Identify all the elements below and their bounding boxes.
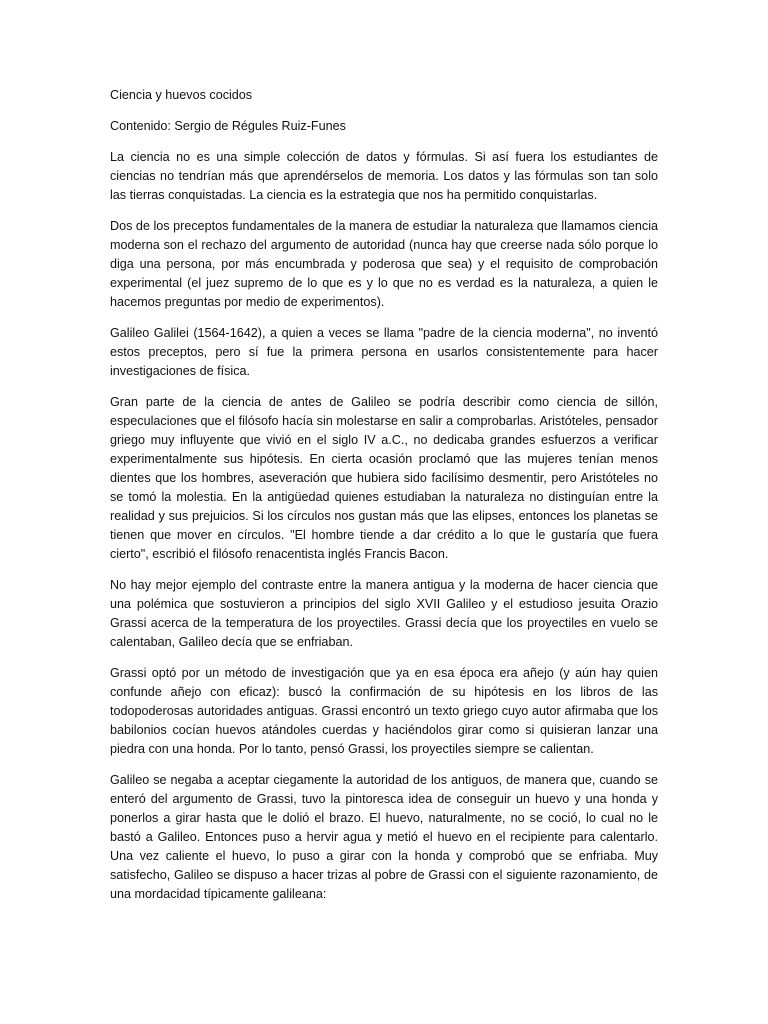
paragraph-4: Gran parte de la ciencia de antes de Galileo se podría describir como ciencia de sillón, especulaciones que el filósofo hacía sin molestarse en salir a comprobarlas. Aristóteles, pensador griego muy influyente que vivió en el siglo IV a.C., no dedicaba grandes esfuerzos a verificar experimentalmente sus hipótesis. En cierta ocasión proclamó que las mujeres tenían menos dientes que los hombres, aseveración que hubiera sido facilísimo desmentir, pero Aristóteles no se tomó la molestia. En la antigüedad quienes estudiaban la naturaleza no distinguían entre la realidad y sus prejuicios. Si los círculos nos gustan más que las elipses, entonces los planetas se tienen que mover en círculos. "El hombre tiende a dar crédito a lo que le gustaría que fuera cierto", escribió el filósofo renacentista inglés Francis Bacon. <box>110 395 658 561</box>
document-page <box>110 86 658 916</box>
document-title: Ciencia y huevos cocidos <box>110 88 253 102</box>
paragraph-1: La ciencia no es una simple colección de datos y fórmulas. Si así fuera los estudiantes de ciencias no tendrían más que aprendérselos de memoria. Los datos y las fórmulas son tan solo las tierras conquistadas. La ciencia es la estrategia que nos ha permitido conquistarlas. <box>110 150 658 202</box>
paragraph-6: Grassi optó por un método de investigación que ya en esa época era añejo (y aún hay quien confunde añejo con eficaz): buscó la confirmación de su hipótesis en los libros de las todopoderosas autoridades antiguas. Grassi encontró un texto griego cuyo autor afirmaba que los babilonios cocían huevos atándoles cuerdas y haciéndolos girar como si quisieran lanzar una piedra con una honda. Por lo tanto, pensó Grassi, los proyectiles siempre se calientan. <box>110 666 658 756</box>
document-author: Contenido: Sergio de Régules Ruiz-Funes <box>110 119 346 133</box>
paragraph-2: Dos de los preceptos fundamentales de la manera de estudiar la naturaleza que llamamos ciencia moderna son el rechazo del argumento de autoridad (nunca hay que creerse nada sólo porque lo diga una persona, por más encumbrada y poderosa que sea) y el requisito de comprobación experimental (el juez supremo de lo que es y lo que no es verdad es la naturaleza, a quien le hacemos preguntas por medio de experimentos). <box>110 219 658 309</box>
paragraph-5: No hay mejor ejemplo del contraste entre la manera antigua y la moderna de hacer ciencia que una polémica que sostuvieron a principios del siglo XVII Galileo y el estudioso jesuita Orazio Grassi acerca de la temperatura de los proyectiles. Grassi decía que los proyectiles en vuelo se calentaban, Galileo decía que se enfriaban. <box>110 578 658 649</box>
paragraph-3: Galileo Galilei (1564-1642), a quien a veces se llama "padre de la ciencia moderna", no inventó estos preceptos, pero sí fue la primera persona en usarlos consistentemente para hacer investigaciones de física. <box>110 326 658 378</box>
paragraph-7: Galileo se negaba a aceptar ciegamente la autoridad de los antiguos, de manera que, cuando se enteró del argumento de Grassi, tuvo la pintoresca idea de conseguir un huevo y una honda y ponerlos a girar hasta que le dolió el brazo. El huevo, naturalmente, no se coció, lo cual no le bastó a Galileo. Entonces puso a hervir agua y metió el huevo en el recipiente para calentarlo. Una vez caliente el huevo, lo puso a girar con la honda y comprobó que se enfriaba. Muy satisfecho, Galileo se dispuso a hacer trizas al pobre de Grassi con el siguiente razonamiento, de una mordacidad típicamente galileana: <box>110 773 658 901</box>
